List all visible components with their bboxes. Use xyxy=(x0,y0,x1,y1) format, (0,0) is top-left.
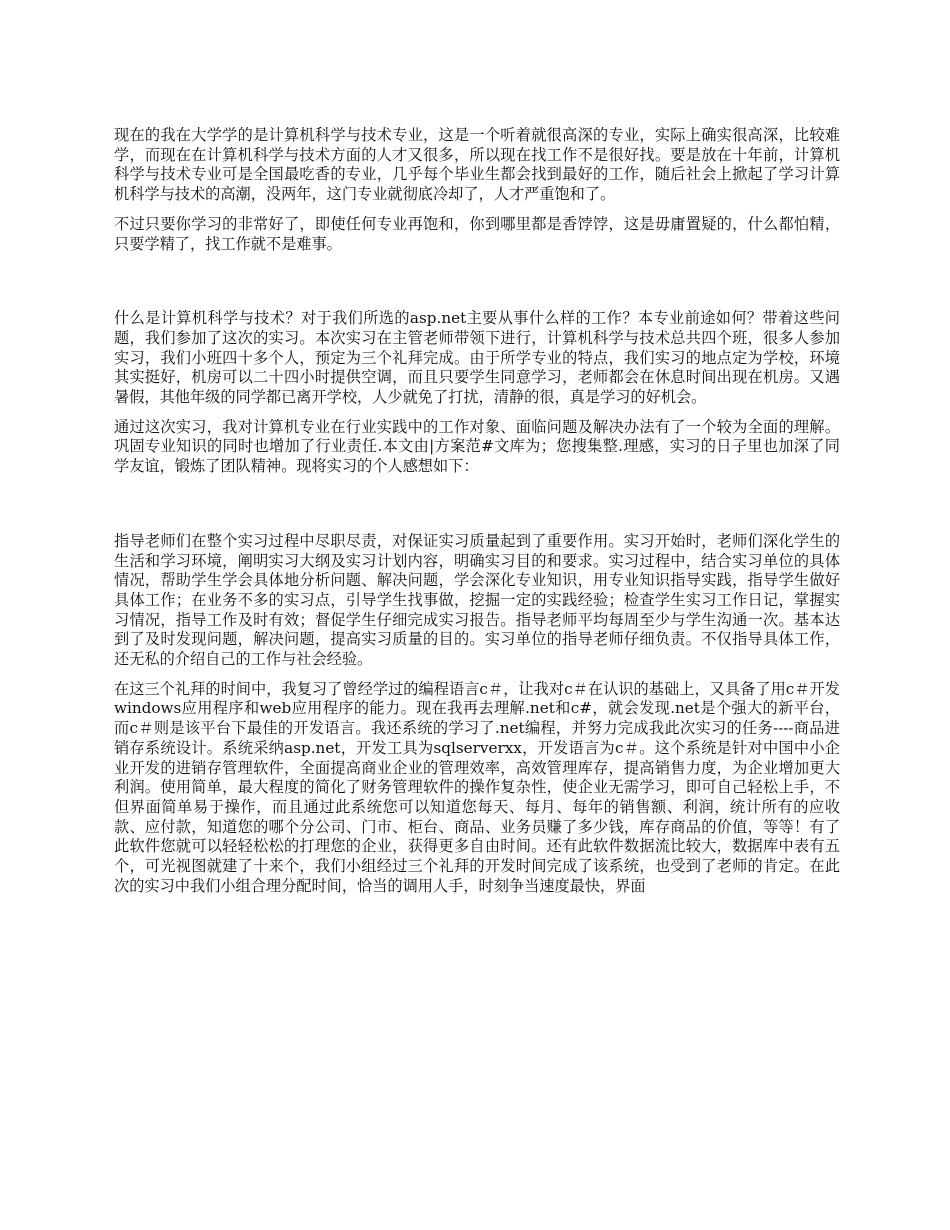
paragraph-6: 在这三个礼拜的时间中，我复习了曾经学过的编程语言c＃，让我对c＃在认识的基础上，又具备了用c＃开发windows应用程序和web应用程序的能力。现在我再去理解.net和c#，就会发现.net是个强大的新平台，而c＃则是该平台下最佳的开发语言。我还系统的学习了.net编程，并努力完成我此次实习的任务----商品进销存系统设计。系统采纳asp.net，开发工具为sqlserverxx，开发语言为c＃。这个系统是针对中国中小企业开发的进销存管理软件，全面提高商业企业的管理效率，高效管理库存，提高销售力度，为企业增加更大利润。使用简单，最大程度的简化了财务管理软件的操作复杂性，使企业无需学习，即可自己轻松上手，不但界面简单易于操作，而且通过此系统您可以知道您每天、每月、每年的销售额、利润，统计所有的应收款、应付款，知道您的哪个分公司、门市、柜台、商品、业务员赚了多少钱，库存商品的价值，等等！有了此软件您就可以轻轻松松的打理您的企业，获得更多自由时间。还有此软件数据流比较大，数据库中表有五个，可光视图就建了十来个，我们小组经过三个礼拜的开发时间完成了该系统，也受到了老师的肯定。在此次的实习中我们小组合理分配时间，恰当的调用人手，时刻争当速度最快，界面 xyxy=(114,679,840,895)
paragraph-2: 不过只要你学习的非常好了，即使任何专业再饱和，你到哪里都是香饽饽，这是毋庸置疑的，什么都怕精，只要学精了，找工作就不是难事。 xyxy=(114,214,840,253)
section-gap xyxy=(114,487,840,532)
paragraph-4: 通过这次实习，我对计算机专业在行业实践中的工作对象、面临问题及解决办法有了一个较为全面的理解。巩固专业知识的同时也增加了行业责任.本文由|方案范#文库为；您搜集整.理感，实习的日子里也加深了同学友谊，锻炼了团队精神。现将实习的个人感想如下： xyxy=(114,417,840,476)
section-gap xyxy=(114,264,840,309)
paragraph-3: 什么是计算机科学与技术？对于我们所选的asp.net主要从事什么样的工作？本专业前途如何？带着这些问题，我们参加了这次的实习。本次实习在主管老师带领下进行，计算机科学与技术总共四个班，很多人参加实习，我们小班四十多个人，预定为三个礼拜完成。由于所学专业的特点，我们实习的地点定为学校，环境其实挺好，机房可以二十四小时提供空调，而且只要学生同意学习，老师都会在休息时间出现在机房。又遇暑假，其他年级的同学都已离开学校，人少就免了打扰，清静的很，真是学习的好机会。 xyxy=(114,309,840,407)
paragraph-5: 指导老师们在整个实习过程中尽职尽责，对保证实习质量起到了重要作用。实习开始时，老师们深化学生的生活和学习环境，阐明实习大纲及实习计划内容，明确实习目的和要求。实习过程中，结合实习单位的具体情况，帮助学生学会具体地分析问题、解决问题，学会深化专业知识，用专业知识指导实践，指导学生做好具体工作；在业务不多的实习点，引导学生找事做，挖掘一定的实践经验；检查学生实习工作日记，掌握实习情况，指导工作及时有效；督促学生仔细完成实习报告。指导老师平均每周至少与学生沟通一次。基本达到了及时发现问题，解决问题，提高实习质量的目的。实习单位的指导老师仔细负责。不仅指导具体工作，还无私的介绍自己的工作与社会经验。 xyxy=(114,531,840,669)
document-body xyxy=(114,126,840,907)
paragraph-1: 现在的我在大学学的是计算机科学与技术专业，这是一个听着就很高深的专业，实际上确实很高深，比较难学，而现在在计算机科学与技术方面的人才又很多，所以现在找工作不是很好找。要是放在十年前，计算机科学与技术专业可是全国最吃香的专业，几乎每个毕业生都会找到最好的工作，随后社会上掀起了学习计算机科学与技术的高潮，没两年，这门专业就彻底冷却了，人才严重饱和了。 xyxy=(114,126,840,204)
